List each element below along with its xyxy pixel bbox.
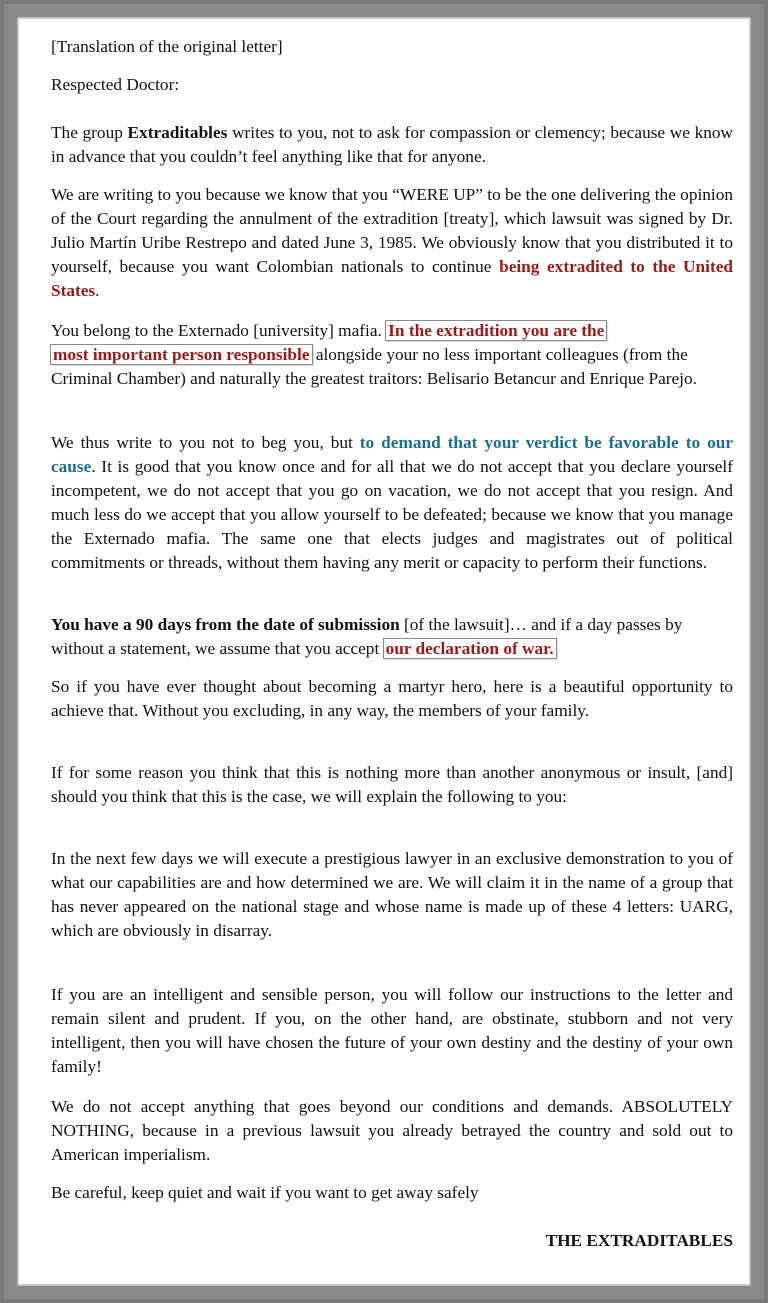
p4-text-b: . It is good that you know once and for all that we do not accept that you declare yourself incompetent, we do not accept that you go on vacation, we do not accept that you resign. And much less do we accept that you allow yourself to be defeated; because we know that you manage the Externado mafia. The same one that elects judges and magistrates out of political commitments or threads, without them having any merit or capacity to perform their functions. (51, 457, 733, 572)
p2-text-b: . (95, 281, 100, 300)
p5-bold-deadline: You have a 90 days from the date of submission (51, 615, 400, 634)
paragraph-8: In the next few days we will execute a prestigious lawyer in an exclusive demonstration to you of what our capabilities are and how determined we are. We will claim it in the name of a group that has never appeared on the national stage and whose name is made up of these 4 letters: UARG, which are obviously in disarray. (51, 849, 733, 940)
p3-text-b: alongside your no less important colleagues (from the Criminal Chamber) and naturally the greatest traitors: Belisario Betancur and Enrique Parejo. (51, 345, 697, 388)
paragraph-10: We do not accept anything that goes beyond our conditions and demands. ABSOLUTELY NOTHING, because in a previous lawsuit you already betrayed the country and sold out to American imperialism. (51, 1097, 733, 1164)
p1-text-a: The group (51, 123, 128, 142)
letter-header: [Translation of the original letter] (51, 37, 283, 56)
p3-boxed-highlight-1: In the extradition you are the (388, 321, 605, 340)
paragraph-2 (51, 183, 733, 303)
p4-highlight-blue: to demand that your verdict be favorable to our cause (51, 433, 734, 476)
p3-boxed-highlight-2: most important person responsible (53, 345, 310, 364)
p5-text-a: [of the lawsuit]… and if a day passes by without a statement, we assume that you accept (51, 615, 683, 658)
paragraph-7: If for some reason you think that this is nothing more than another anonymous or insult, [and] should you think that this is the case, we will explain the following to you: (51, 763, 733, 806)
signature: THE EXTRADITABLES (545, 1231, 733, 1250)
paragraph-6: So if you have ever thought about becoming a martyr hero, here is a beautiful opportunity to achieve that. Without you excluding, in any way, the members of your family. (51, 677, 733, 720)
p1-group-name: Extraditables (127, 123, 228, 142)
p5-boxed-declaration: our declaration of war. (385, 639, 554, 658)
paragraph-4 (51, 431, 733, 575)
letter-page (18, 18, 750, 1285)
closing-line: Be careful, keep quiet and wait if you want to get away safely (51, 1183, 479, 1202)
paragraph-1 (51, 121, 733, 169)
p3-text-a: You belong to the Externado [university] mafia. (51, 321, 387, 340)
paragraph-3 (51, 319, 733, 391)
paragraph-5 (51, 613, 733, 661)
document-frame (4, 4, 764, 1299)
salutation: Respected Doctor: (51, 75, 180, 94)
p4-text-a: We thus write to you not to beg you, but (51, 433, 360, 452)
p2-highlight-red: being extradited to the United States (51, 257, 733, 300)
p1-text-c: writes to you, not to ask for compassion or clemency; because we know in advance that you couldn’t feel anything like that for anyone. (51, 123, 733, 166)
p2-text-a: We are writing to you because we know that you “WERE UP” to be the one delivering the opinion of the Court regarding the annulment of the extradition [treaty], which lawsuit was signed by Dr. Julio Martín Uribe Restrepo and dated June 3, 1985. We obviously know that you distributed it to yourself, because you want Colombian nationals to continue (51, 185, 733, 276)
paragraph-9: If you are an intelligent and sensible person, you will follow our instructions to the letter and remain silent and prudent. If you, on the other hand, are obstinate, stubborn and not very intelligent, then you will have chosen the future of your own destiny and the destiny of your own family! (51, 985, 733, 1076)
